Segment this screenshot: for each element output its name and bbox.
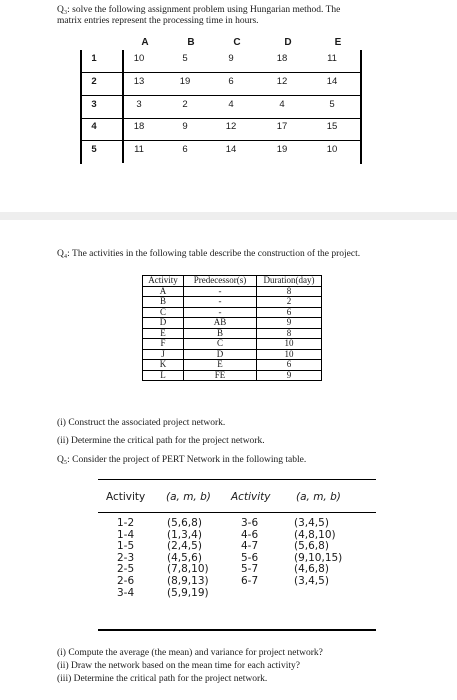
matrix-cell: 18: [133, 121, 145, 133]
matrix-cell: 11: [134, 144, 144, 156]
activity-row: [143, 339, 322, 350]
matrix-cell: 9: [182, 121, 188, 133]
pert-estimate-cell: (3,4,5): [294, 575, 329, 587]
q5-task-2: (ii) Draw the network based on the mean time for each activity?: [57, 661, 300, 671]
matrix-cell: 17: [276, 121, 288, 133]
activity-cell: J: [143, 349, 184, 360]
activity-cell: K: [143, 360, 184, 371]
duration-cell: 10: [257, 349, 322, 360]
pert-activity-cell: 1-2: [117, 517, 135, 529]
predecessor-cell: AB: [184, 318, 257, 329]
matrix-cell: 5: [182, 53, 188, 64]
activity-row: [143, 297, 322, 308]
matrix-column-headers: [120, 37, 378, 49]
header-duration: Duration(day): [257, 276, 322, 287]
matrix-row: [82, 96, 360, 119]
pert-estimate-cell: (5,9,19): [167, 586, 209, 599]
activity-cell: A: [143, 286, 184, 297]
pert-header-amb-2: (a, m, b): [296, 491, 341, 503]
matrix-row-label: 5: [91, 144, 97, 156]
matrix-col-e: E: [334, 37, 342, 48]
activity-row: [143, 318, 322, 329]
pert-activity-cell: 3-6: [241, 517, 259, 529]
matrix-cell: 5: [329, 98, 335, 110]
pert-header-amb-1: (a, m, b): [166, 491, 211, 503]
predecessor-cell: FE: [184, 370, 257, 381]
matrix-row: [82, 141, 360, 163]
matrix-cell: 10: [133, 53, 145, 64]
matrix-cell: 4: [279, 98, 285, 110]
matrix-cell: 12: [225, 121, 237, 133]
pert-header-activity-1: Activity: [106, 491, 146, 503]
matrix-row: [82, 73, 360, 96]
pert-activity-cell: 1-4: [117, 528, 135, 541]
duration-cell: 9: [257, 370, 322, 381]
activity-row: [143, 360, 322, 371]
pert-estimate-cell: (9,10,15): [294, 551, 343, 564]
matrix-cell: 14: [225, 144, 237, 156]
q5-intro: Q₅: Consider the project of PERT Network in the following table.: [57, 455, 307, 465]
pert-estimate-cell: (2,4,5): [167, 540, 202, 553]
pert-activity-cell: 4-6: [241, 528, 259, 541]
activity-row: [143, 349, 322, 360]
matrix-cell: 3: [136, 98, 142, 110]
activity-cell: B: [143, 297, 184, 308]
matrix-cell: 9: [228, 53, 234, 64]
q3-panel: [0, 0, 457, 212]
predecessor-cell: D: [184, 349, 257, 360]
activities-header-row: [143, 276, 322, 287]
activity-row: [143, 328, 322, 339]
activity-row: [143, 370, 322, 381]
matrix-row-label: 3: [91, 98, 97, 110]
q5-task-3: (iii) Determine the critical path for the project network.: [57, 674, 268, 684]
duration-cell: 2: [257, 297, 322, 308]
activity-cell: D: [143, 318, 184, 329]
matrix-cell: 15: [326, 121, 338, 133]
matrix-cell: 14: [326, 75, 338, 87]
matrix-row-label: 4: [91, 121, 97, 133]
activities-table: [142, 275, 322, 381]
duration-cell: 8: [257, 286, 322, 297]
pert-estimate-cell: (1,3,4): [167, 528, 202, 541]
matrix-row-label: 2: [91, 75, 97, 87]
pert-estimate-cell: (3,4,5): [294, 517, 329, 529]
matrix-cell: 11: [327, 53, 337, 64]
matrix-row-label: 1: [91, 53, 97, 64]
pert-estimate-cell: (7,8,10): [167, 563, 209, 576]
predecessor-cell: E: [184, 360, 257, 371]
predecessor-cell: -: [184, 286, 257, 297]
matrix-cell: 13: [133, 75, 145, 87]
q4-task-1: (i) Construct the associated project network.: [57, 418, 226, 428]
pert-activity-cell: 2-5: [117, 563, 135, 576]
pert-activity-cell: 2-3: [117, 551, 135, 564]
pert-estimate-cell: (4,6,8): [294, 563, 329, 576]
matrix-cell: 6: [228, 75, 234, 87]
assignment-matrix: [80, 50, 362, 164]
activity-row: [143, 286, 322, 297]
q5-task-1: (i) Compute the average (the mean) and variance for project network?: [57, 648, 323, 658]
duration-cell: 8: [257, 328, 322, 339]
activity-cell: C: [143, 307, 184, 318]
matrix-col-b: B: [187, 37, 195, 48]
pert-activity-cell: 5-7: [241, 563, 259, 576]
pert-activity-cell: 1-5: [117, 540, 135, 553]
predecessor-cell: C: [184, 339, 257, 350]
pert-estimate-cell: (8,9,13): [167, 575, 209, 587]
pert-activity-cell: 2-6: [117, 575, 135, 587]
activity-row: [143, 307, 322, 318]
activity-cell: L: [143, 370, 184, 381]
header-activity: Activity: [143, 276, 184, 287]
pert-bottom-rule: [98, 629, 376, 631]
matrix-cell: 19: [276, 144, 288, 156]
pert-header-activity-2: Activity: [231, 491, 271, 503]
duration-cell: 10: [257, 339, 322, 350]
matrix-cell: 10: [326, 144, 338, 156]
matrix-cell: 2: [182, 98, 188, 110]
pert-top-rule: [98, 479, 376, 480]
predecessor-cell: -: [184, 307, 257, 318]
matrix-row: [82, 50, 360, 73]
matrix-col-c: C: [233, 37, 241, 48]
matrix-cell: 19: [179, 75, 191, 87]
matrix-col-a: A: [141, 37, 149, 48]
q4-task-2: (ii) Determine the critical path for the project network.: [57, 436, 265, 446]
duration-cell: 6: [257, 307, 322, 318]
matrix-cell: 12: [276, 75, 288, 87]
section-separator: [0, 212, 457, 220]
duration-cell: 9: [257, 318, 322, 329]
pert-activity-cell: 4-7: [241, 540, 259, 553]
matrix-cell: 18: [276, 53, 288, 64]
pert-estimate-cell: (5,6,8): [294, 540, 329, 553]
activity-cell: F: [143, 339, 184, 350]
pert-activity-cell: 6-7: [241, 575, 259, 587]
q4-intro: Q₄: The activities in the following table describe the construction of the project.: [57, 249, 361, 259]
predecessor-cell: B: [184, 328, 257, 339]
matrix-row: [82, 118, 360, 141]
pert-estimate-cell: (4,5,6): [167, 551, 202, 564]
pert-estimate-cell: (5,6,8): [167, 517, 202, 529]
q3-line-1: Q₃: solve the following assignment problem using Hungarian method. The: [57, 5, 341, 15]
matrix-col-d: D: [284, 37, 292, 48]
pert-activity-cell: 5-6: [241, 551, 259, 564]
pert-mid-rule: [98, 512, 376, 513]
q3-line-2: matrix entries represent the processing time in hours.: [57, 16, 259, 26]
pert-estimate-cell: (4,8,10): [294, 528, 336, 541]
header-predecessors: Predecessor(s): [184, 276, 257, 287]
activity-cell: E: [143, 328, 184, 339]
pert-activity-cell: 3-4: [117, 586, 135, 599]
matrix-cell: 6: [182, 144, 188, 156]
predecessor-cell: -: [184, 297, 257, 308]
matrix-cell: 4: [228, 98, 234, 110]
duration-cell: 6: [257, 360, 322, 371]
